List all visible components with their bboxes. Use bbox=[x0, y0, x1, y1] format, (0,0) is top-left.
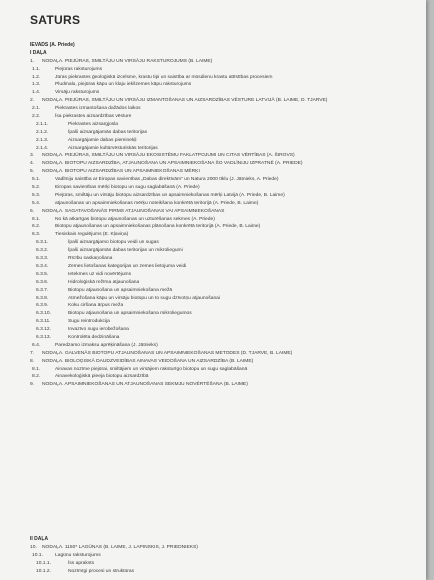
toc-entry-title: NODAĻA. PIEJŪRAS, SMILTĀJU UN VIRSĀJU EKOSISTĒMU FAKLATPOJUMI UN CITAS VĒRTĪBAS (A. ŠIROVS) bbox=[42, 153, 295, 159]
toc-entry-title: Biotopu atjaunošana un apsaimniekošana mežā bbox=[68, 287, 173, 293]
toc-entry-title: Sugu reintrodukcija bbox=[68, 319, 110, 325]
toc-entry-title: Nozīmīgi procesi un struktūras bbox=[68, 568, 135, 574]
toc-entry-number: 6.3.6. bbox=[36, 279, 49, 285]
toc-entry-title: Pludmalu, piejūras kāpu un klaju iekšzemes kāpu raksturojums bbox=[55, 82, 192, 88]
toc-entry bbox=[30, 247, 415, 255]
toc-entry bbox=[30, 121, 415, 129]
toc-entry-number: 5.4. bbox=[32, 200, 41, 206]
toc-entry-title: Hidroloģiskā režīma atjaunošana bbox=[68, 279, 140, 285]
toc-entry bbox=[30, 137, 415, 145]
toc-entry bbox=[30, 113, 415, 121]
toc-part2 bbox=[30, 536, 415, 575]
toc-entry-title: Paredzamo izmaksu aprēķināšana (J. Jātnieks) bbox=[55, 342, 158, 348]
part2-label: II DAĻA bbox=[30, 536, 49, 542]
toc-entry-title: Piejūras, smiltāju un virsāju biotopu aizsardzības un apsaimniekošanas mērķi Latvijā (A. Priede, B. Laime) bbox=[55, 192, 285, 198]
toc-entry bbox=[30, 184, 415, 192]
toc-entry-title: Invazīvo sugu ierobežošana bbox=[68, 327, 129, 333]
toc-entry-number: 6.3.4. bbox=[36, 263, 49, 269]
toc-entry-number: 6.4. bbox=[32, 342, 41, 348]
toc-entry-number: 6.3.12. bbox=[36, 327, 51, 333]
toc-entry-title: NODAĻA. APSAIMNIEKOŠANAS UN ATJAUNOŠANAS SEKMJU NOVĒRTĒŠANA (B. LAIME) bbox=[42, 382, 248, 388]
toc-entry-number: 3. bbox=[30, 153, 35, 159]
toc-entry bbox=[30, 97, 415, 105]
toc-entry-number: 10.1.1. bbox=[36, 560, 51, 566]
toc-list bbox=[30, 42, 415, 389]
toc-entry-title: NODAĻA. SAGATAVOŠANĀS PIRMS ATJAUNOŠANAS VAI APSAIMNIEKOŠANAS bbox=[42, 208, 225, 214]
toc-entry-title: NODAĻA. 1150* LAGŪNAS (B. LAIME, J. LAPINSKIS, J. PRIEDNIEKS) bbox=[42, 544, 198, 550]
toc-entry bbox=[30, 310, 415, 318]
toc-entry-title: NODAĻA. PIEJŪRAS, SMILTĀJU UN VIRSĀJU IZMANTOŠANAS UN AIZSARDZĪBAS VĒSTURE LATVIJĀ (B. LAIME, D. TJARVE) bbox=[42, 98, 328, 104]
toc-entry-number: 2.2. bbox=[32, 114, 41, 120]
toc-entry bbox=[30, 58, 415, 66]
toc-entry-title: NODAĻA. PIEJŪRAS, SMILTĀJU UN VIRSĀJU RAKSTUROJUMS (B. LAIME) bbox=[42, 58, 213, 64]
toc-entry bbox=[30, 223, 415, 231]
toc-entry bbox=[30, 192, 415, 200]
toc-entry bbox=[30, 552, 415, 560]
part2-heading bbox=[30, 536, 415, 544]
toc-entry bbox=[30, 74, 415, 82]
toc-entry bbox=[30, 200, 415, 208]
toc-entry-title: atjaunošanas un apsaimniekošanas mērķu noteikšana konkrētā teritorijā (A. Priede, B. Laime) bbox=[55, 200, 259, 206]
toc-entry-title: Īpaši aizsargājamo biotopu veidi un sugas bbox=[68, 240, 159, 246]
toc-entry bbox=[30, 342, 415, 350]
toc-entry-number: 8.1. bbox=[32, 366, 41, 372]
toc-entry-number: 6. bbox=[30, 208, 35, 214]
toc-entry-number: 1. bbox=[30, 58, 35, 64]
toc-entry-number: 6.3.8. bbox=[36, 295, 49, 301]
toc-entry-title: Īpaši aizsargājamās dabas teritorijas un mikroliegumi bbox=[68, 248, 183, 254]
toc-entry bbox=[30, 145, 415, 153]
toc-entry-number: 2.1.1. bbox=[36, 121, 49, 127]
toc-entry-title: Ainavas nozīme piejūrai, smiltājiem un virsājiem raksturīgo biotopu un sugu saglabāšanā bbox=[55, 366, 248, 372]
toc-entry bbox=[30, 366, 415, 374]
toc-entry-title: Eiropas savienības mērķi biotopu un sugu saglabāšanā (A. Priede) bbox=[55, 185, 200, 191]
toc-entry bbox=[30, 287, 415, 295]
toc-entry-number: 10. bbox=[30, 544, 37, 550]
toc-entry-number: 10.1. bbox=[32, 552, 43, 558]
toc-entry bbox=[30, 358, 415, 366]
toc-entry bbox=[30, 271, 415, 279]
toc-entry-number: 6.3.10. bbox=[36, 311, 51, 317]
toc-entry-title: Īss apraksts bbox=[68, 560, 95, 566]
toc-entry bbox=[30, 129, 415, 137]
toc-entry-number: 1.1. bbox=[32, 66, 41, 72]
toc-entry-number: 1.3. bbox=[32, 82, 41, 88]
toc-entry-title: Virsāju raksturojums bbox=[55, 90, 100, 96]
toc-entry-number: 2.1.4. bbox=[36, 145, 49, 151]
toc-entry-title: Rīcību saskaņošana bbox=[68, 256, 113, 262]
toc-entry-title: Piejūras raksturojums bbox=[55, 66, 103, 72]
toc-entry bbox=[30, 255, 415, 263]
toc-entry-number: 2.1. bbox=[32, 106, 41, 112]
toc-entry-title: Īsa piekrastes aizsardzības vēsture bbox=[55, 114, 132, 120]
toc-entry-number: 1.4. bbox=[32, 90, 41, 96]
toc-entry-title: NODAĻA. BIOLOĢISKĀ DAUDZVEIDĪBAS AINAVAS VEIDOŠANA UN AIZSARDZĪBA (B. LAIME) bbox=[42, 358, 254, 364]
toc-entry-title: NODAĻA. GALVENĀS BIOTOPU ATJAUNOŠANAS UN APSAIMNIEKOŠANAS METODES (D. TJARVE, B. LAIME) bbox=[42, 350, 293, 356]
toc-entry-title: Zemes lietošanas kategorijas un zemes lietojuma veidi bbox=[68, 263, 187, 269]
toc-entry-number: 5.3. bbox=[32, 192, 41, 198]
toc-entry-number: 6.2. bbox=[32, 224, 41, 230]
toc-entry bbox=[30, 231, 415, 239]
toc-entry bbox=[30, 105, 415, 113]
toc-entry bbox=[30, 373, 415, 381]
toc-entry-number: 1.2. bbox=[32, 74, 41, 80]
toc-entry-title: Vadlīniju saistība ar Eiropas savienības „Dabas direktīvām" un Natura 2000 tīklu (J. Jātnieks, A. Priede) bbox=[55, 177, 279, 183]
toc-entry bbox=[30, 318, 415, 326]
toc-entry bbox=[30, 239, 415, 247]
toc-entry-number: 6.3.7. bbox=[36, 287, 49, 293]
toc-entry-number: 5.1. bbox=[32, 177, 41, 183]
toc-entry bbox=[30, 208, 415, 216]
intro-heading bbox=[30, 42, 415, 50]
toc-entry bbox=[30, 381, 415, 389]
toc-entry-number: 7. bbox=[30, 350, 35, 356]
toc-entry-number: 9. bbox=[30, 382, 35, 388]
toc-entry bbox=[30, 334, 415, 342]
toc-entry-title: Koku ciršana ārpus meža bbox=[68, 303, 124, 309]
page-title: SATURS bbox=[30, 13, 81, 27]
toc-entry-number: 6.3.5. bbox=[36, 271, 49, 277]
toc-entry bbox=[30, 168, 415, 176]
toc-entry-title: No kā atkarīgas biotopu atjaunošanas un uzturēšanas sekmes (A. Priede) bbox=[55, 216, 215, 222]
toc-entry-number: 5.2. bbox=[32, 185, 41, 191]
part1-heading bbox=[30, 50, 415, 58]
toc-entry bbox=[30, 295, 415, 303]
toc-entry-title: NODAĻA. BIOTOPU AIZSARDZĪBAS UN APSAIMNIEKOŠANAS MĒRĶI bbox=[42, 169, 200, 175]
intro-text: IEVADS (A. Priede) bbox=[30, 42, 75, 48]
toc-entry-number: 6.3.9. bbox=[36, 303, 49, 309]
toc-entry-title: Lagūnu raksturojums bbox=[55, 552, 101, 558]
toc-entry bbox=[30, 176, 415, 184]
toc-entry-title: Biotopu atjaunošanas un apsaimniekošanas plānošana konkrētā teritorijā (A. Priede, B. Laime) bbox=[55, 224, 261, 230]
toc-entry bbox=[30, 81, 415, 89]
toc-entry-number: 2. bbox=[30, 98, 35, 104]
toc-entry-number: 6.3.3. bbox=[36, 256, 49, 262]
toc-entry bbox=[30, 66, 415, 74]
toc-entry bbox=[30, 279, 415, 287]
toc-entry-number: 2.1.2. bbox=[36, 129, 49, 135]
part1-label: I DAĻA bbox=[30, 49, 47, 56]
toc-entry bbox=[30, 160, 415, 168]
toc-entry-title: Kontrolēta dedzināšana bbox=[68, 334, 120, 340]
toc-entry bbox=[30, 568, 415, 576]
toc-entry-title: Ainavekoloģiskā pieeja biotopu aizsardzībā bbox=[55, 374, 149, 380]
toc-entry-title: Atmežošana kāpu un virsāju biotopu un to sugu dzīvotņu atjaunošanai bbox=[68, 295, 220, 301]
toc-entry-number: 8.2. bbox=[32, 374, 41, 380]
toc-entry-number: 6.1. bbox=[32, 216, 41, 222]
toc-entry-number: 8. bbox=[30, 358, 35, 364]
toc-entry-title: Aizsargājamie kultūrvēsturiskās teritorijas bbox=[68, 145, 158, 151]
toc-entry-title: Aizsargājamie dabas pieminekļi bbox=[68, 137, 137, 143]
toc-entry-title: Tiesiskais regulējums (E. Kļaviņa) bbox=[55, 232, 129, 238]
toc-entry-title: NODAĻA. BIOTOPU AIZSARDZĪBA, ATJAUNOŠANA UN APSAIMNIEKOŠANA ŠO VADLĪNIJU IZPRATNĒ (A. PRIEDE) bbox=[42, 161, 303, 167]
toc-entry-number: 5. bbox=[30, 169, 35, 175]
toc-entry bbox=[30, 326, 415, 334]
toc-entry-title: Piekrastes izmantošana dažādos laikos bbox=[55, 106, 141, 112]
toc-entry bbox=[30, 302, 415, 310]
toc-entry bbox=[30, 544, 415, 552]
toc-entry bbox=[30, 263, 415, 271]
toc-entry-number: 6.3.2. bbox=[36, 248, 49, 254]
toc-entry-number: 6.3. bbox=[32, 232, 41, 238]
toc-entry-number: 6.3.13. bbox=[36, 334, 51, 340]
toc-entry-title: Biotopu atjaunošana un apsaimniekošana mikroliegumos bbox=[68, 311, 192, 317]
toc-entry bbox=[30, 152, 415, 160]
toc-entry-title: Īpaši aizsargājamās dabas teritorijas bbox=[68, 129, 148, 135]
toc-entry-number: 10.1.2. bbox=[36, 568, 51, 574]
toc-entry-title: Ietekmes uz vidi novērtējums bbox=[68, 271, 132, 277]
toc-entry bbox=[30, 560, 415, 568]
toc-entry-number: 6.3.11. bbox=[36, 319, 51, 325]
toc-entry-number: 6.3.1. bbox=[36, 240, 49, 246]
toc-entry-number: 2.1.3. bbox=[36, 137, 49, 143]
toc-entry bbox=[30, 350, 415, 358]
toc-entry bbox=[30, 89, 415, 97]
toc-entry bbox=[30, 216, 415, 224]
toc-entry-title: Piekrastes aizsargjosla bbox=[68, 121, 119, 127]
toc-entry-number: 4. bbox=[30, 161, 35, 167]
toc-entry-title: Jūras piekrastes ģeoloģiskā izcelsme, krastu tipi un saistība ar mūsdienu krastu attīstības procesiem bbox=[55, 74, 273, 80]
